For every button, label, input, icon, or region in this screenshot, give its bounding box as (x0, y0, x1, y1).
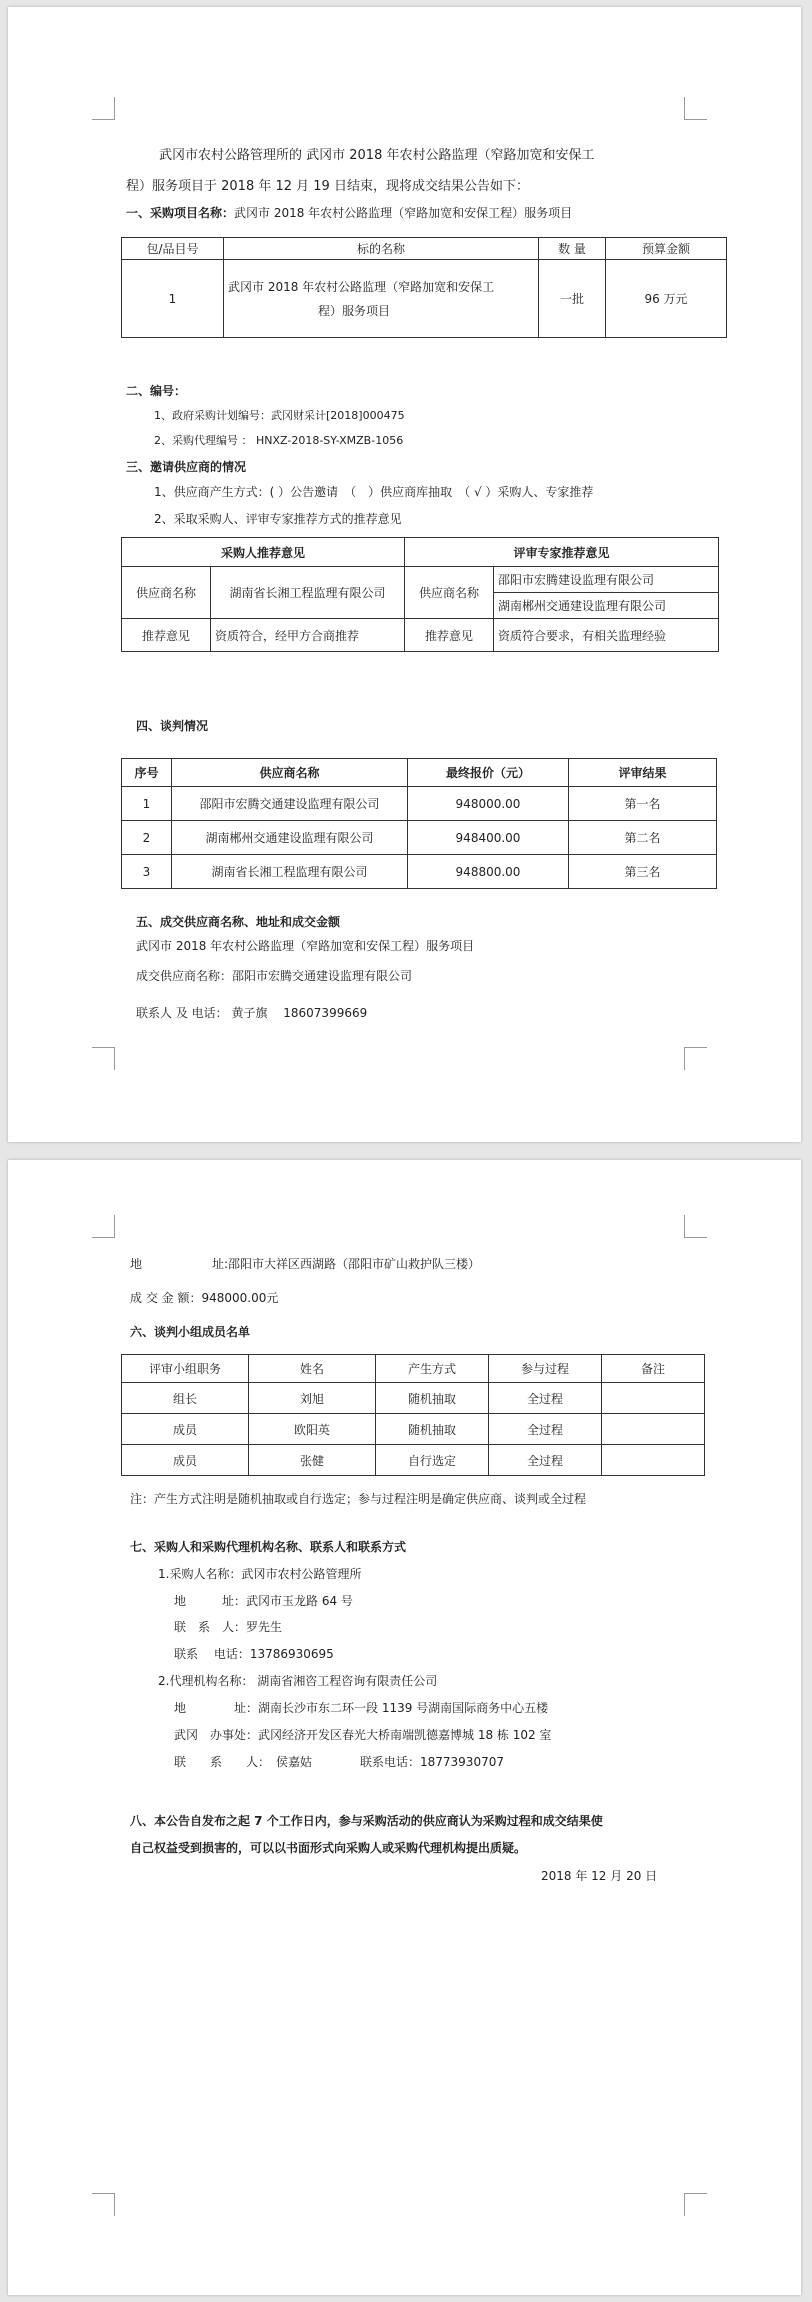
intro-line-1: 武冈市农村公路管理所的 武冈市 2018 年农村公路监理（窄路加宽和安保工 (159, 148, 595, 163)
corner-mark (92, 2193, 115, 2216)
panel-process: 全过程 (489, 1383, 602, 1414)
item-name-line-2: 程）服务项目 (318, 303, 391, 318)
table-header: 包/品目号 (122, 238, 224, 260)
corner-mark (684, 2193, 707, 2216)
panel-note (602, 1383, 705, 1414)
panel-role: 成员 (122, 1414, 249, 1445)
panel-method: 随机抽取 (376, 1414, 489, 1445)
buyer-name: 1.采购人名称：武冈市农村公路管理所 (158, 1567, 362, 1581)
item-table (121, 237, 727, 338)
expert-recommended-supplier: 湖南郴州交通建设监理有限公司 (494, 593, 719, 619)
opinion-label: 推荐意见 (122, 619, 211, 652)
panel-note (602, 1445, 705, 1476)
table-header: 供应商名称 (172, 759, 408, 787)
panel-method: 随机抽取 (376, 1383, 489, 1414)
table-header: 序号 (122, 759, 172, 787)
item-name-line-1: 武冈市 2018 年农村公路监理（窄路加宽和安保工 (228, 279, 495, 294)
table-row (122, 855, 717, 889)
final-price: 948000.00 (408, 787, 569, 821)
winning-supplier: 成交供应商名称：邵阳市宏腾交通建设监理有限公司 (136, 969, 413, 983)
section-7-heading: 七、采购人和采购代理机构名称、联系人和联系方式 (130, 1540, 407, 1554)
supplier-name: 湖南郴州交通建设监理有限公司 (172, 821, 408, 855)
section-1-heading (126, 204, 572, 221)
table-header: 参与过程 (489, 1355, 602, 1383)
buyer-recommended-supplier: 湖南省长湘工程监理有限公司 (211, 567, 405, 619)
buyer-opinion: 资质符合，经甲方合商推荐 (211, 619, 405, 652)
corner-mark (684, 1047, 707, 1070)
review-result: 第三名 (569, 855, 717, 889)
table-row (122, 260, 727, 338)
table-header: 评审专家推荐意见 (405, 538, 719, 567)
panel-table-note: 注：产生方式注明是随机抽取或自行选定；参与过程注明是确定供应商、谈判或全过程 (130, 1492, 587, 1506)
table-row (122, 1383, 705, 1414)
table-header: 产生方式 (376, 1355, 489, 1383)
negotiation-table (121, 758, 717, 889)
agent-contact: 联 系 人： 侯嘉姑 联系电话：18773930707 (174, 1755, 504, 1769)
opinion-label: 推荐意见 (405, 619, 494, 652)
table-header: 采购人推荐意见 (122, 538, 405, 567)
contact-line: 联系人 及 电话： 黄子旗 18607399669 (136, 1006, 368, 1020)
announcement-date: 2018 年 12 月 20 日 (541, 1869, 658, 1883)
table-header: 预算金额 (606, 238, 727, 260)
item-no: 1 (122, 260, 224, 338)
address-value: 址:邵阳市大祥区西湖路（邵阳市矿山救护队三楼） (212, 1257, 481, 1271)
recommendation-table (121, 537, 719, 652)
table-header: 标的名称 (224, 238, 539, 260)
table-header: 评审结果 (569, 759, 717, 787)
section-1-value: 武冈市 2018 年农村公路监理（窄路加宽和安保工程）服务项目 (234, 206, 573, 220)
panel-member-name: 刘旭 (249, 1383, 376, 1414)
panel-process: 全过程 (489, 1445, 602, 1476)
supplier-label: 供应商名称 (122, 567, 211, 619)
section-4-heading: 四、谈判情况 (136, 719, 209, 733)
deal-amount: 成 交 金 额：948000.00元 (130, 1291, 279, 1305)
buyer-address: 地 址：武冈市玉龙路 64 号 (174, 1594, 353, 1608)
panel-method: 自行选定 (376, 1445, 489, 1476)
table-row (122, 821, 717, 855)
table-header: 最终报价（元） (408, 759, 569, 787)
panel-process: 全过程 (489, 1414, 602, 1445)
agent-name: 2.代理机构名称： 湖南省湘咨工程咨询有限责任公司 (158, 1674, 438, 1688)
corner-mark (92, 1215, 115, 1238)
winning-project: 武冈市 2018 年农村公路监理（窄路加宽和安保工程）服务项目 (136, 939, 475, 953)
panel-role: 成员 (122, 1445, 249, 1476)
section-1-label: 一、采购项目名称： (126, 206, 235, 220)
table-header: 评审小组职务 (122, 1355, 249, 1383)
agent-address: 地 址：湖南长沙市东二环一段 1139 号湖南国际商务中心五楼 (174, 1701, 549, 1715)
section-5-heading: 五、成交供应商名称、地址和成交金额 (136, 915, 341, 929)
rank-no: 2 (122, 821, 172, 855)
expert-opinion: 资质符合要求，有相关监理经验 (494, 619, 719, 652)
document-page-2 (8, 1160, 801, 2295)
plan-number: 1、政府采购计划编号：武冈财采计[2018]000475 (154, 409, 405, 422)
corner-mark (684, 97, 707, 120)
table-row (122, 787, 717, 821)
agency-number: 2、采购代理编号 ： HNXZ-2018-SY-XMZB-1056 (154, 434, 404, 447)
final-price: 948800.00 (408, 855, 569, 889)
panel-member-name: 欧阳英 (249, 1414, 376, 1445)
buyer-phone: 联系 电话：13786930695 (174, 1647, 334, 1661)
table-row (122, 1445, 705, 1476)
corner-mark (92, 1047, 115, 1070)
item-qty: 一批 (539, 260, 606, 338)
section-2-heading: 二、编号： (126, 384, 187, 398)
supplier-method: 1、供应商产生方式：( ）公告邀请 （ ）供应商库抽取 （ √ ）采购人、专家推荐 (154, 485, 594, 499)
section-3-heading: 三、邀请供应商的情况 (126, 460, 247, 474)
supplier-name: 湖南省长湘工程监理有限公司 (172, 855, 408, 889)
item-budget: 96 万元 (606, 260, 727, 338)
panel-role: 组长 (122, 1383, 249, 1414)
table-row (122, 1414, 705, 1445)
buyer-contact: 联 系 人：罗先生 (174, 1620, 283, 1634)
review-result: 第一名 (569, 787, 717, 821)
expert-recommended-supplier: 邵阳市宏腾建设监理有限公司 (494, 567, 719, 593)
table-header: 姓名 (249, 1355, 376, 1383)
final-price: 948400.00 (408, 821, 569, 855)
panel-member-name: 张健 (249, 1445, 376, 1476)
panel-note (602, 1414, 705, 1445)
section-8-line-2: 自己权益受到损害的，可以以书面形式向采购人或采购代理机构提出质疑。 (130, 1841, 527, 1855)
address-label: 地 (130, 1257, 143, 1271)
panel-table (121, 1354, 705, 1476)
document-page-1 (8, 7, 801, 1142)
rank-no: 3 (122, 855, 172, 889)
rank-no: 1 (122, 787, 172, 821)
agent-office: 武冈 办事处：武冈经济开发区春光大桥南端凯德嘉博城 18 栋 102 室 (174, 1728, 552, 1742)
item-name (224, 260, 539, 338)
table-header: 备注 (602, 1355, 705, 1383)
corner-mark (684, 1215, 707, 1238)
supplier-label: 供应商名称 (405, 567, 494, 619)
supplier-name: 邵阳市宏腾交通建设监理有限公司 (172, 787, 408, 821)
section-8-line-1: 八、本公告自发布之起 7 个工作日内，参与采购活动的供应商认为采购过程和成交结果使 (130, 1814, 603, 1828)
intro-line-2: 程）服务项目于 2018 年 12 月 19 日结束，现将成交结果公告如下： (126, 179, 529, 194)
table-header: 数 量 (539, 238, 606, 260)
corner-mark (92, 97, 115, 120)
review-result: 第二名 (569, 821, 717, 855)
section-6-heading: 六、谈判小组成员名单 (130, 1325, 251, 1339)
recommend-method: 2、采取采购人、评审专家推荐方式的推荐意见 (154, 512, 402, 526)
